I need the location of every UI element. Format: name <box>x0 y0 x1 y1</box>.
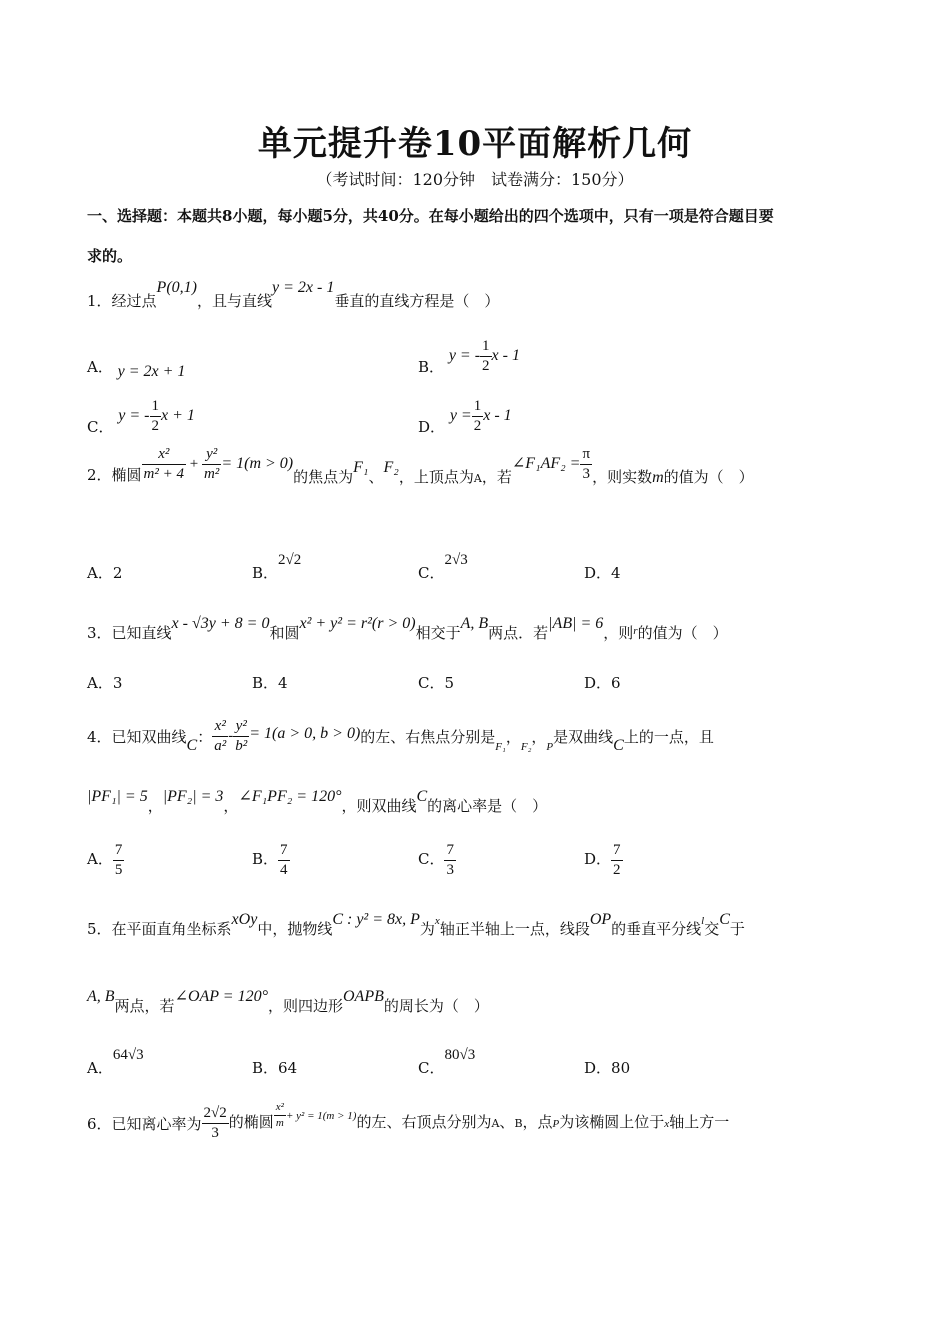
question-3: 3．已知直线x - √3y + 8 = 0和圆x² + y² = r²(r > 0)相交于A, B两点．若|AB| = 6，则$^r$的值为（ ） <box>87 615 728 642</box>
point-p: P(0,1) <box>156 279 197 296</box>
exam-info: （考试时间：120分钟 试卷满分：150分） <box>316 170 634 189</box>
q2-option-a[interactable]: A．2 <box>87 564 123 582</box>
q1-option-a[interactable]: A． y = 2x + 1 <box>87 358 186 380</box>
section-heading-line2: 求的。 <box>87 247 133 265</box>
q2-option-b[interactable]: B．2√2 <box>252 552 302 582</box>
page-title: 单元提升卷10平面解析几何 <box>257 124 693 164</box>
question-2: 2．椭圆 $\frac{\text{x²}}{\text{m² + 4}}$ + $\frac{\text{y²}}{\text{m²}}$ = 1(m > 0)的焦点为F₁、F₂，上顶点为A，若∠F₁AF₂ = $\frac{\pi}{3}$ ，则实数m的值为（ ） <box>87 446 754 486</box>
q5-option-c[interactable]: C．80√3 <box>418 1047 476 1077</box>
q1-option-d[interactable]: D． y = $\frac{1}{2}$ x - 1 <box>418 398 512 436</box>
question-4-line2: |PF₁| = 5，|PF₂| = 3，∠F₁PF₂ = 120°，则双曲线C的离心率是（ ） <box>87 788 548 815</box>
q5-option-d[interactable]: D．80 <box>584 1059 631 1077</box>
q4-option-b[interactable]: B． $\frac{7}{4}$ <box>252 842 288 878</box>
question-6: 6．已知离心率为 $\frac{2√2}{3}$ 的椭圆 $\frac{\text{x²}}{m}$ $^{+ y^2 = 1(m > 1)}$的左、右顶点分别为A、B，点P为该椭圆上位于x轴上方一 <box>87 1101 730 1141</box>
q1-option-c[interactable]: C． y = - $\frac{1}{2}$ x + 1 <box>87 398 195 436</box>
question-5-line2: A, B两点，若∠OAP = 120°，则四边形OAPB的周长为（ ） <box>87 988 489 1015</box>
q3-option-b[interactable]: B．4 <box>252 674 288 692</box>
q1-option-b[interactable]: B． y = - $\frac{1}{2}$ x - 1 <box>418 338 520 376</box>
question-1: 1．经过点P(0,1)，且与直线y = 2x - 1垂直的直线方程是（ ） <box>87 279 500 310</box>
question-4-line1: 4．已知双曲线C： $\frac{\text{x²}}{\text{a²}}$ - $\frac{\text{y²}}{\text{b²}}$ = 1(a > 0, b > 0)的左、右焦点分别是$_{F_1}$，$_{F_2}$，$_P$是双曲线C上的一点，且 <box>87 718 714 754</box>
q2-option-d[interactable]: D．4 <box>584 564 621 582</box>
q3-option-a[interactable]: A．3 <box>87 674 123 692</box>
q4-option-c[interactable]: C． $\frac{7}{3}$ <box>418 842 454 878</box>
q5-option-a[interactable]: A．64√3 <box>87 1047 144 1077</box>
line-equation: y = 2x - 1 <box>272 279 335 296</box>
q3-option-d[interactable]: D．6 <box>584 674 621 692</box>
q2-option-c[interactable]: C．2√3 <box>418 552 468 582</box>
q3-option-c[interactable]: C．5 <box>418 674 455 692</box>
q4-option-a[interactable]: A． $\frac{7}{5}$ <box>87 842 123 878</box>
question-5-line1: 5．在平面直角坐标系xOy中，抛物线C : y² = 8x, P为$^x$轴正半轴上一点，线段OP的垂直平分线$^l$交C于 <box>87 911 745 938</box>
q5-option-b[interactable]: B．64 <box>252 1059 298 1077</box>
q4-option-d[interactable]: D． $\frac{7}{2}$ <box>584 842 621 878</box>
section-heading-line1: 一、选择题：本题共8小题，每小题5分，共40分。在每小题给出的四个选项中，只有一项是符合题目要 <box>87 207 774 225</box>
